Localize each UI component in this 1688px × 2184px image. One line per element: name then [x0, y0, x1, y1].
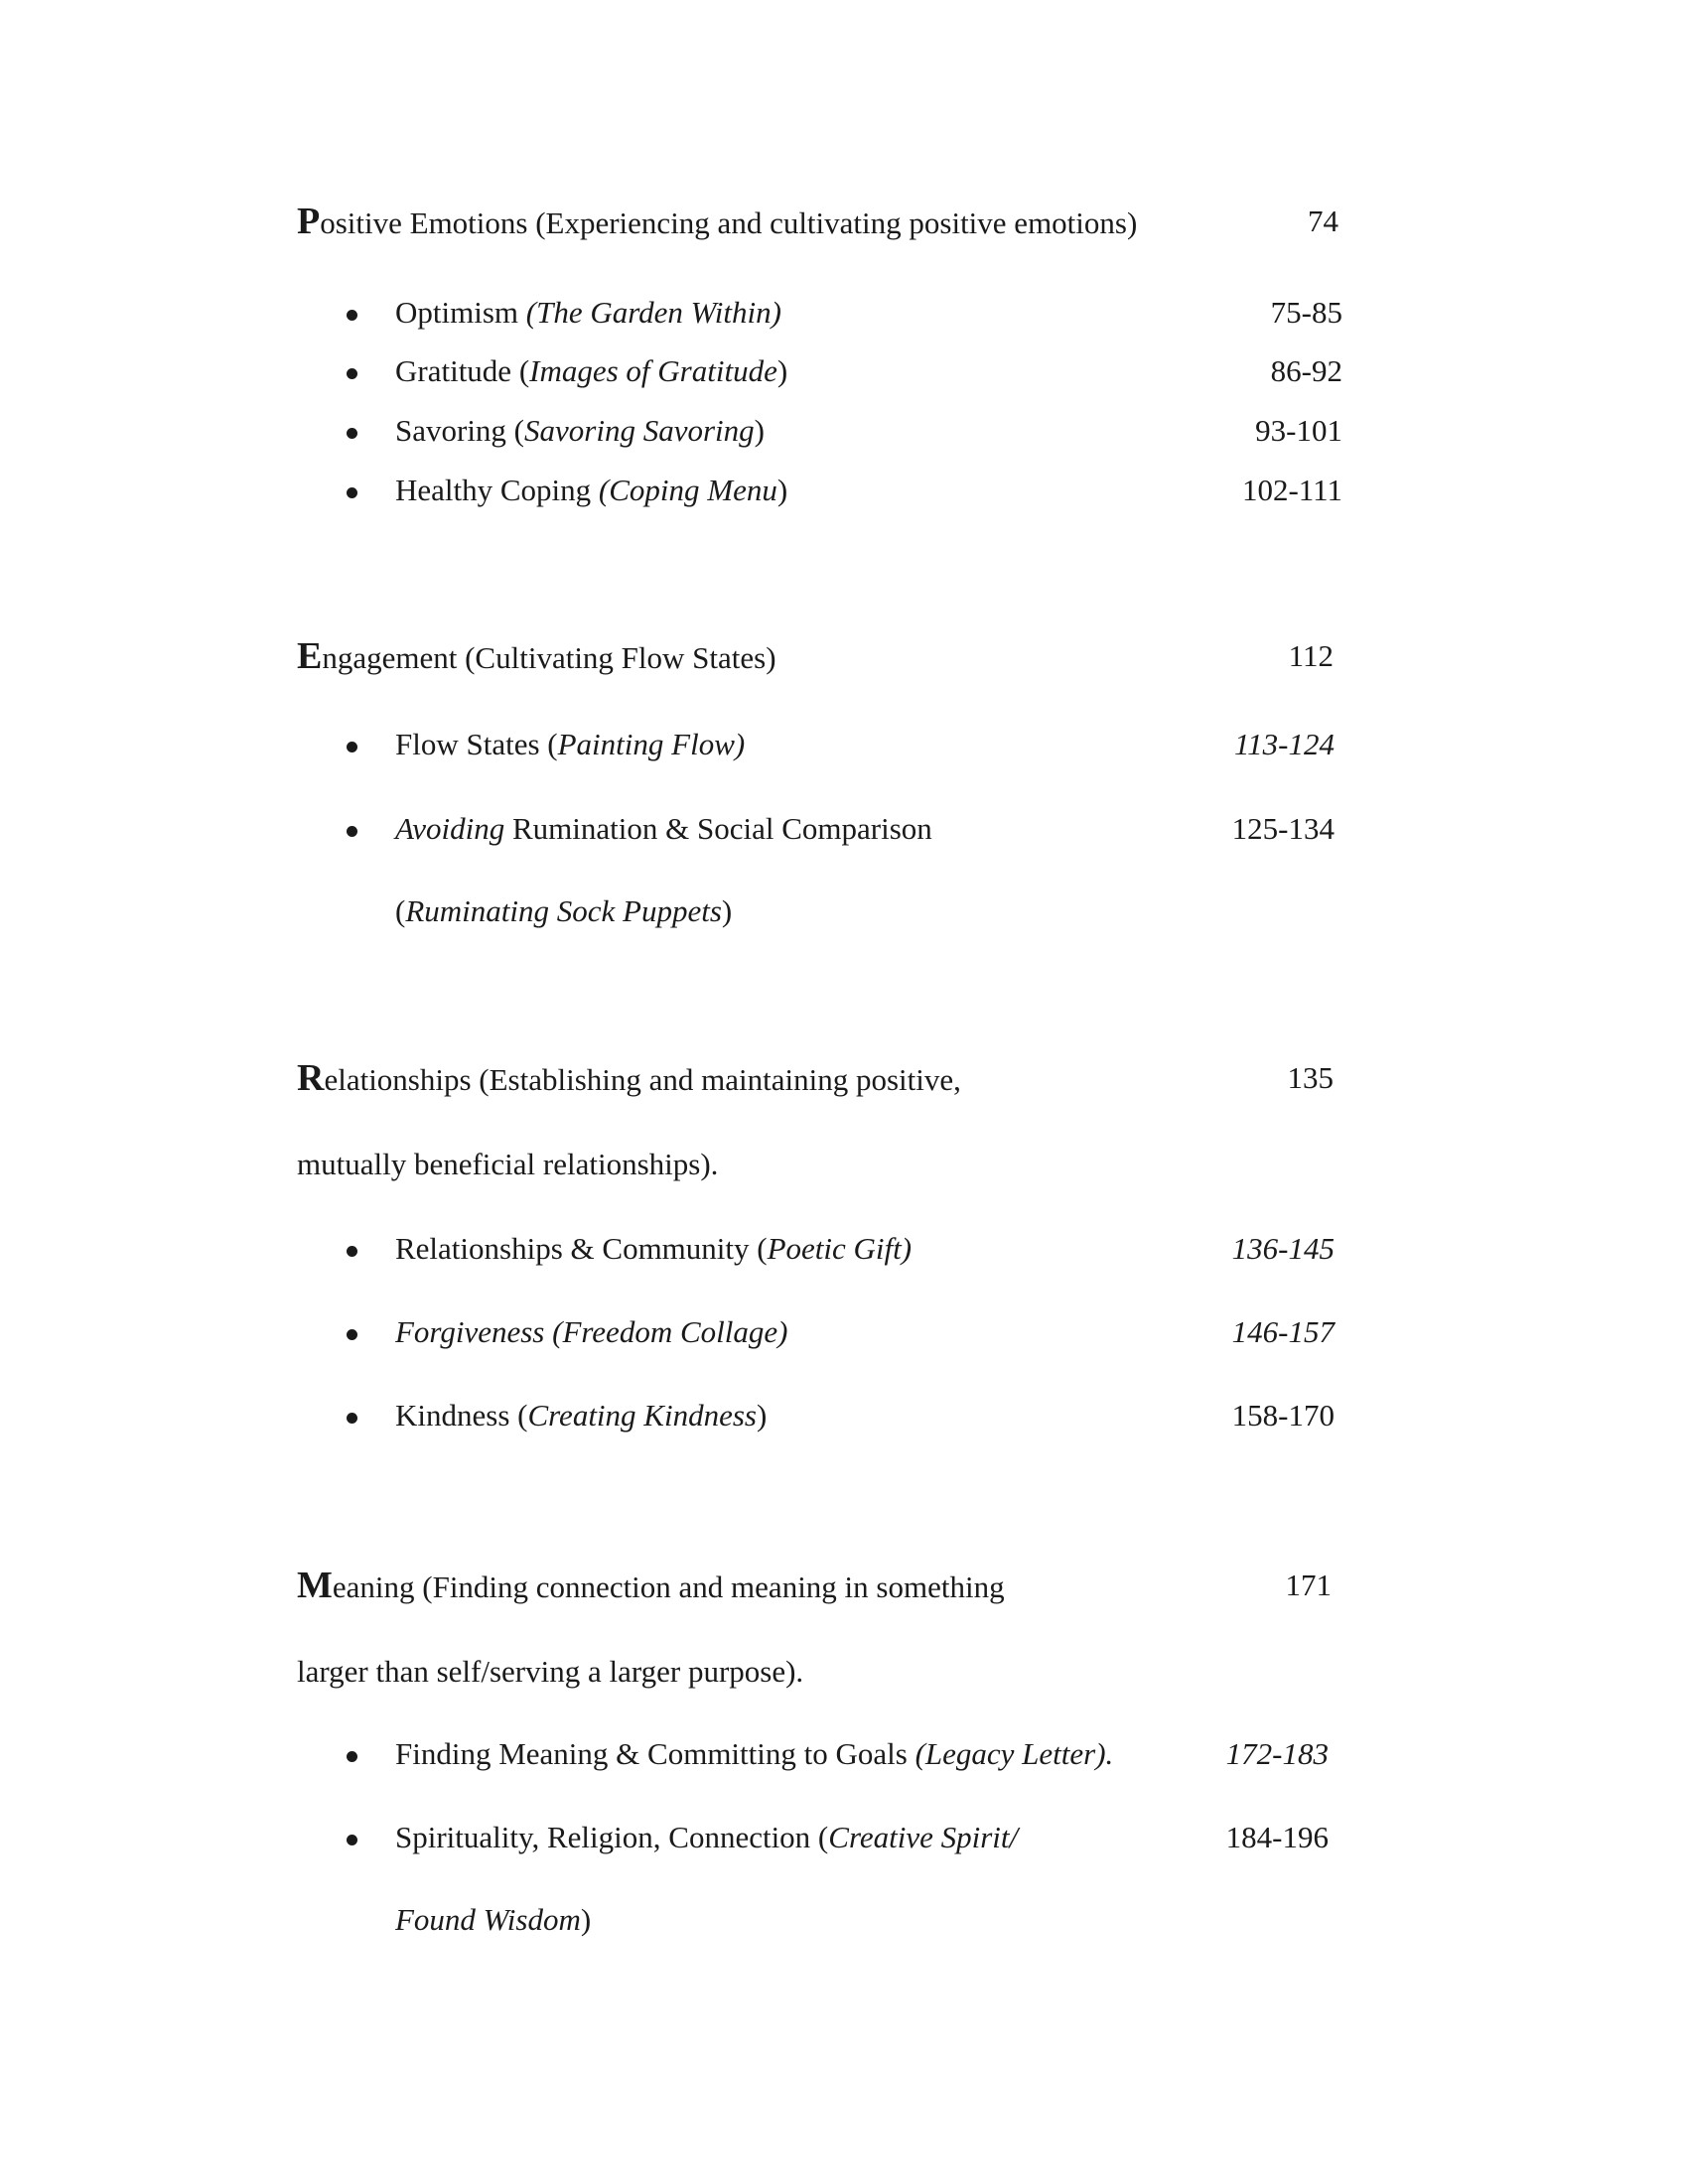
bullet-icon: [347, 368, 357, 379]
bullet-icon: [347, 310, 357, 321]
section-heading-continuation: larger than self/serving a larger purpose).: [297, 1654, 804, 1689]
item-page-range: 125-134: [1231, 811, 1335, 846]
list-item-continuation: Found Wisdom): [395, 1902, 592, 1937]
section-heading-engagement: Engagement (Cultivating Flow States): [297, 635, 776, 677]
list-item-flow-states: Flow States (Painting Flow): [395, 727, 746, 761]
item-page-range: 86-92: [1270, 353, 1342, 388]
bullet-icon: [347, 1246, 357, 1257]
section-heading-continuation: mutually beneficial relationships).: [297, 1147, 719, 1181]
bullet-icon: [347, 428, 357, 439]
bullet-icon: [347, 487, 357, 498]
section-heading-relationships: Relationships (Establishing and maintaining positive,: [297, 1057, 961, 1099]
list-item-spirituality: Spirituality, Religion, Connection (Creative Spirit/: [395, 1820, 1019, 1854]
section-page-number: 135: [1287, 1060, 1334, 1095]
item-page-range: 172-183: [1225, 1736, 1329, 1771]
list-item-finding-meaning: Finding Meaning & Committing to Goals (Legacy Letter).: [395, 1736, 1114, 1771]
list-item-relationships-community: Relationships & Community (Poetic Gift): [395, 1231, 913, 1266]
item-page-range: 158-170: [1231, 1398, 1335, 1433]
section-heading-meaning: Meaning (Finding connection and meaning in something: [297, 1565, 1005, 1606]
list-item-healthy-coping: Healthy Coping (Coping Menu): [395, 473, 788, 507]
item-page-range: 102-111: [1241, 473, 1342, 507]
section-page-number: 171: [1285, 1568, 1332, 1602]
section-page-number: 74: [1308, 204, 1338, 238]
list-item-forgiveness: Forgiveness (Freedom Collage): [395, 1314, 788, 1349]
item-page-range: 93-101: [1255, 413, 1342, 448]
list-item-kindness: Kindness (Creating Kindness): [395, 1398, 768, 1433]
bullet-icon: [347, 1413, 357, 1424]
bullet-icon: [347, 826, 357, 837]
bullet-icon: [347, 1751, 357, 1762]
list-item-savoring: Savoring (Savoring Savoring): [395, 413, 765, 448]
item-page-range: 136-145: [1231, 1231, 1335, 1266]
item-page-range: 113-124: [1233, 727, 1335, 761]
list-item-continuation: (Ruminating Sock Puppets): [395, 893, 733, 928]
item-page-range: 146-157: [1231, 1314, 1335, 1349]
list-item-optimism: Optimism (The Garden Within): [395, 295, 781, 330]
bullet-icon: [347, 742, 357, 752]
section-heading-positive-emotions: Positive Emotions (Experiencing and cultivating positive emotions): [297, 201, 1138, 242]
list-item-gratitude: Gratitude (Images of Gratitude): [395, 353, 788, 388]
bullet-icon: [347, 1835, 357, 1845]
item-page-range: 75-85: [1270, 295, 1342, 330]
list-item-avoiding-rumination: Avoiding Rumination & Social Comparison: [395, 811, 932, 846]
item-page-range: 184-196: [1225, 1820, 1329, 1854]
section-page-number: 112: [1288, 638, 1334, 673]
bullet-icon: [347, 1329, 357, 1340]
